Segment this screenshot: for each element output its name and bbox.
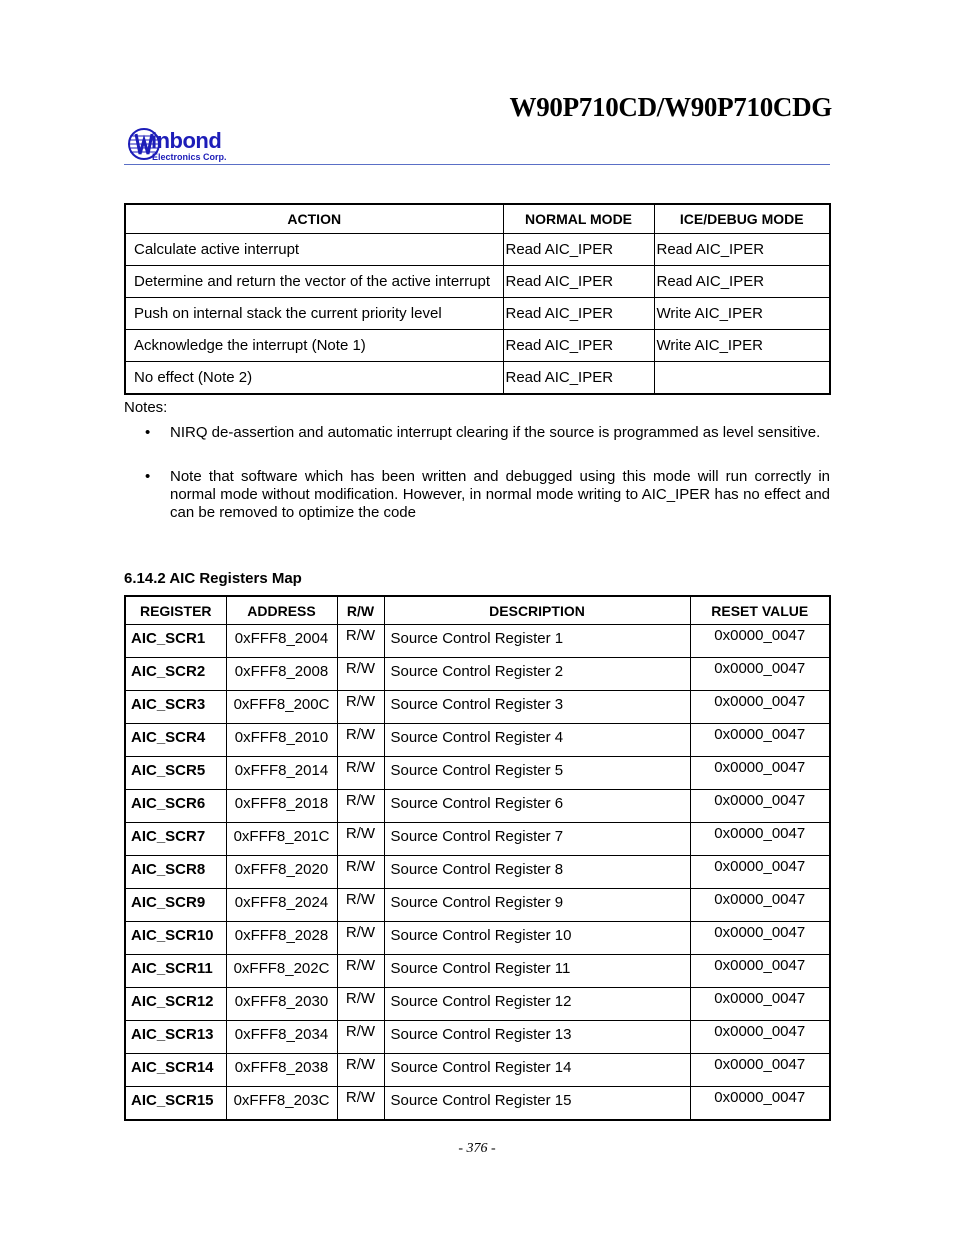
table-row xyxy=(125,790,830,823)
address-cell: 0xFFF8_203C xyxy=(226,1087,337,1121)
description-cell: Source Control Register 13 xyxy=(384,1021,690,1054)
rw-cell: R/W xyxy=(337,1054,384,1087)
table-row xyxy=(125,856,830,889)
bullet-icon: • xyxy=(145,468,151,485)
register-name-cell: AIC_SCR6 xyxy=(125,790,226,823)
register-name-cell: AIC_SCR7 xyxy=(125,823,226,856)
address-cell: 0xFFF8_200C xyxy=(226,691,337,724)
address-cell: 0xFFF8_2034 xyxy=(226,1021,337,1054)
register-name-cell: AIC_SCR3 xyxy=(125,691,226,724)
rw-cell: R/W xyxy=(337,889,384,922)
register-name-cell: AIC_SCR15 xyxy=(125,1087,226,1121)
rw-cell: R/W xyxy=(337,823,384,856)
table-row xyxy=(125,1054,830,1087)
column-header: REGISTER xyxy=(125,596,226,625)
description-cell: Source Control Register 4 xyxy=(384,724,690,757)
rw-cell: R/W xyxy=(337,1021,384,1054)
table-row xyxy=(125,266,830,298)
address-cell: 0xFFF8_2030 xyxy=(226,988,337,1021)
note-item: NIRQ de-assertion and automatic interrupt clearing if the source is programmed as level sensitive. xyxy=(170,424,821,441)
column-header: ADDRESS xyxy=(226,596,337,625)
register-name-cell: AIC_SCR2 xyxy=(125,658,226,691)
reset-value-cell: 0x0000_0047 xyxy=(690,922,830,955)
description-cell: Source Control Register 6 xyxy=(384,790,690,823)
reset-value-cell: 0x0000_0047 xyxy=(690,955,830,988)
description-cell: Source Control Register 3 xyxy=(384,691,690,724)
debug-mode-cell: Write AIC_IPER xyxy=(654,330,830,362)
rw-cell: R/W xyxy=(337,790,384,823)
reset-value-cell: 0x0000_0047 xyxy=(690,658,830,691)
table-row xyxy=(125,988,830,1021)
address-cell: 0xFFF8_2038 xyxy=(226,1054,337,1087)
column-header: DESCRIPTION xyxy=(384,596,690,625)
reset-value-cell: 0x0000_0047 xyxy=(690,856,830,889)
register-name-cell: AIC_SCR1 xyxy=(125,625,226,658)
register-name-cell: AIC_SCR11 xyxy=(125,955,226,988)
normal-mode-cell: Read AIC_IPER xyxy=(503,362,654,395)
column-header: R/W xyxy=(337,596,384,625)
description-cell: Source Control Register 5 xyxy=(384,757,690,790)
section-heading: 6.14.2 AIC Registers Map xyxy=(124,570,302,587)
register-name-cell: AIC_SCR9 xyxy=(125,889,226,922)
rw-cell: R/W xyxy=(337,757,384,790)
address-cell: 0xFFF8_2024 xyxy=(226,889,337,922)
reset-value-cell: 0x0000_0047 xyxy=(690,625,830,658)
address-cell: 0xFFF8_202C xyxy=(226,955,337,988)
table-header-row xyxy=(125,596,830,625)
column-header: ACTION xyxy=(125,204,503,234)
table-row xyxy=(125,691,830,724)
address-cell: 0xFFF8_2004 xyxy=(226,625,337,658)
reset-value-cell: 0x0000_0047 xyxy=(690,691,830,724)
table-row xyxy=(125,1021,830,1054)
address-cell: 0xFFF8_2018 xyxy=(226,790,337,823)
column-header: ICE/DEBUG MODE xyxy=(654,204,830,234)
normal-mode-cell: Read AIC_IPER xyxy=(503,330,654,362)
table-row xyxy=(125,889,830,922)
register-name-cell: AIC_SCR4 xyxy=(125,724,226,757)
description-cell: Source Control Register 12 xyxy=(384,988,690,1021)
description-cell: Source Control Register 7 xyxy=(384,823,690,856)
rw-cell: R/W xyxy=(337,988,384,1021)
debug-mode-cell: Read AIC_IPER xyxy=(654,266,830,298)
register-map-table xyxy=(124,595,831,1121)
logo-subtitle: Electronics Corp. xyxy=(152,152,227,162)
description-cell: Source Control Register 1 xyxy=(384,625,690,658)
table-row xyxy=(125,658,830,691)
reset-value-cell: 0x0000_0047 xyxy=(690,1021,830,1054)
description-cell: Source Control Register 10 xyxy=(384,922,690,955)
normal-mode-cell: Read AIC_IPER xyxy=(503,234,654,266)
rw-cell: R/W xyxy=(337,856,384,889)
address-cell: 0xFFF8_201C xyxy=(226,823,337,856)
register-name-cell: AIC_SCR10 xyxy=(125,922,226,955)
register-rows xyxy=(125,625,830,1121)
table-row xyxy=(125,922,830,955)
table-row xyxy=(125,298,830,330)
logo-wordmark: inbond xyxy=(151,128,222,153)
register-name-cell: AIC_SCR13 xyxy=(125,1021,226,1054)
address-cell: 0xFFF8_2010 xyxy=(226,724,337,757)
reset-value-cell: 0x0000_0047 xyxy=(690,823,830,856)
table-row xyxy=(125,823,830,856)
reset-value-cell: 0x0000_0047 xyxy=(690,988,830,1021)
description-cell: Source Control Register 9 xyxy=(384,889,690,922)
description-cell: Source Control Register 15 xyxy=(384,1087,690,1121)
table-row xyxy=(125,362,830,395)
description-cell: Source Control Register 14 xyxy=(384,1054,690,1087)
action-cell: No effect (Note 2) xyxy=(125,362,503,395)
rw-cell: R/W xyxy=(337,922,384,955)
address-cell: 0xFFF8_2008 xyxy=(226,658,337,691)
rw-cell: R/W xyxy=(337,1087,384,1121)
column-header: RESET VALUE xyxy=(690,596,830,625)
debug-mode-cell xyxy=(654,362,830,395)
reset-value-cell: 0x0000_0047 xyxy=(690,724,830,757)
action-table xyxy=(124,203,831,395)
debug-mode-cell: Read AIC_IPER xyxy=(654,234,830,266)
description-cell: Source Control Register 8 xyxy=(384,856,690,889)
reset-value-cell: 0x0000_0047 xyxy=(690,1054,830,1087)
table-row xyxy=(125,757,830,790)
reset-value-cell: 0x0000_0047 xyxy=(690,1087,830,1121)
normal-mode-cell: Read AIC_IPER xyxy=(503,266,654,298)
table-header-row xyxy=(125,204,830,234)
register-name-cell: AIC_SCR14 xyxy=(125,1054,226,1087)
action-cell: Push on internal stack the current priority level xyxy=(125,298,503,330)
description-cell: Source Control Register 11 xyxy=(384,955,690,988)
register-name-cell: AIC_SCR12 xyxy=(125,988,226,1021)
description-cell: Source Control Register 2 xyxy=(384,658,690,691)
bullet-icon: • xyxy=(145,424,151,441)
rw-cell: R/W xyxy=(337,658,384,691)
note-item: Note that software which has been written and debugged using this mode will run correctly in normal mode without modification. However, in normal mode writing to AIC_IPER has no effect and can be removed to optimize the code xyxy=(170,468,830,521)
page-number: - 376 - xyxy=(458,1141,496,1156)
address-cell: 0xFFF8_2014 xyxy=(226,757,337,790)
action-cell: Acknowledge the interrupt (Note 1) xyxy=(125,330,503,362)
table-row xyxy=(125,625,830,658)
reset-value-cell: 0x0000_0047 xyxy=(690,889,830,922)
rw-cell: R/W xyxy=(337,625,384,658)
action-cell: Determine and return the vector of the active interrupt xyxy=(125,266,503,298)
table-row xyxy=(125,330,830,362)
debug-mode-cell: Write AIC_IPER xyxy=(654,298,830,330)
action-cell: Calculate active interrupt xyxy=(125,234,503,266)
notes-label: Notes: xyxy=(124,399,168,416)
table-row xyxy=(125,1087,830,1121)
register-name-cell: AIC_SCR8 xyxy=(125,856,226,889)
address-cell: 0xFFF8_2020 xyxy=(226,856,337,889)
table-row xyxy=(125,955,830,988)
address-cell: 0xFFF8_2028 xyxy=(226,922,337,955)
rw-cell: R/W xyxy=(337,691,384,724)
reset-value-cell: 0x0000_0047 xyxy=(690,790,830,823)
column-header: NORMAL MODE xyxy=(503,204,654,234)
table-row xyxy=(125,724,830,757)
rw-cell: R/W xyxy=(337,724,384,757)
rw-cell: R/W xyxy=(337,955,384,988)
header-rule xyxy=(124,164,830,165)
register-name-cell: AIC_SCR5 xyxy=(125,757,226,790)
normal-mode-cell: Read AIC_IPER xyxy=(503,298,654,330)
document-title: W90P710CD/W90P710CDG xyxy=(509,92,832,122)
reset-value-cell: 0x0000_0047 xyxy=(690,757,830,790)
table-row xyxy=(125,234,830,266)
